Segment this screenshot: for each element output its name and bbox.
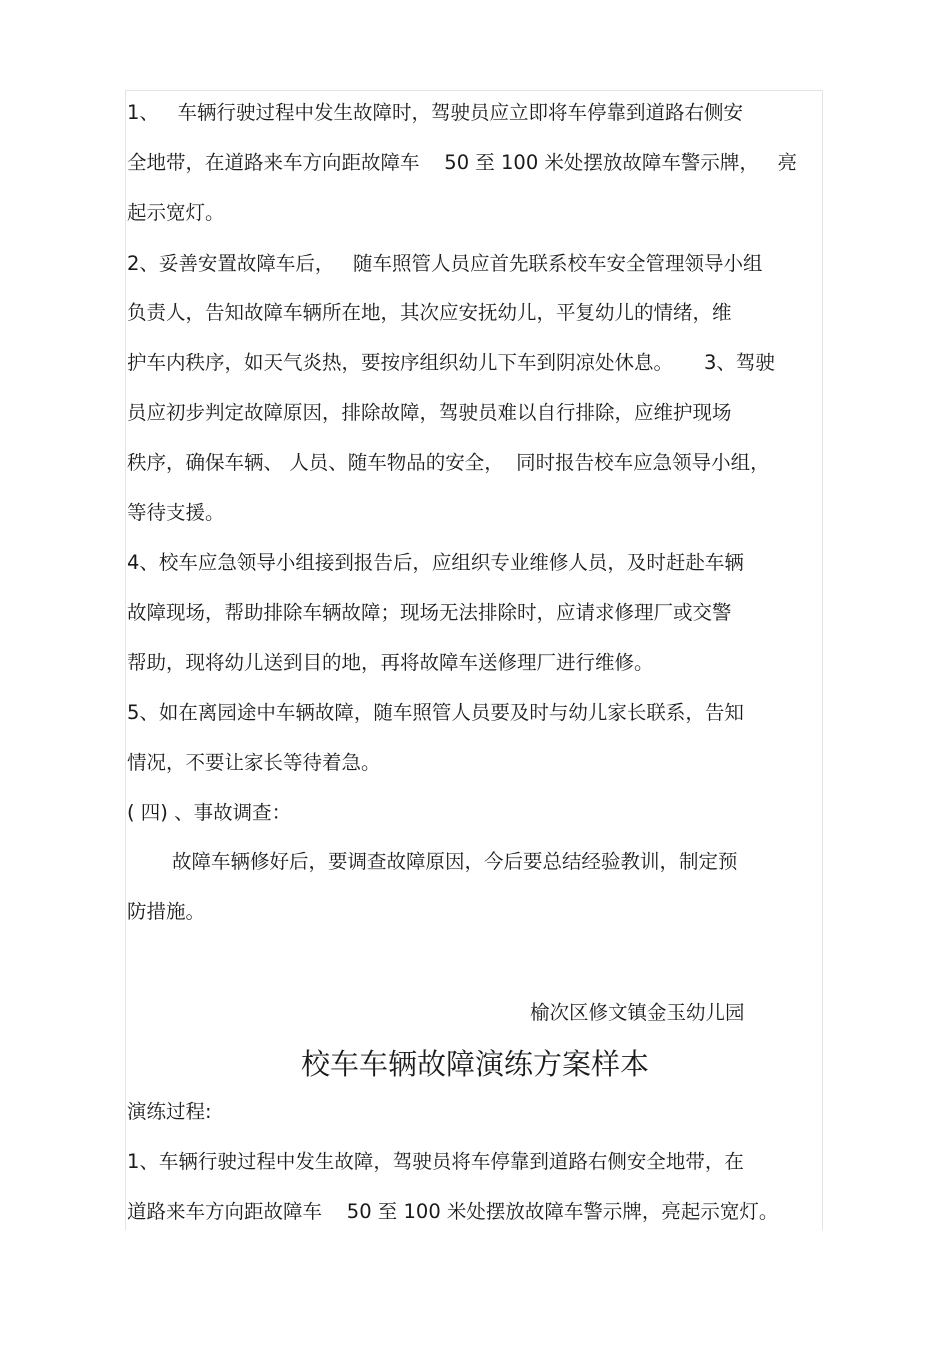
- text-line: 全地带，在道路来车方向距故障车 50 至 100 米处摆放故障车警示牌， 亮: [127, 151, 798, 174]
- text-line: 故障现场，帮助排除车辆故障；现场无法排除时，应请求修理厂或交警: [127, 601, 732, 624]
- text-line: 故障车辆修好后，要调查故障原因，今后要总结经验教训，制定预: [172, 850, 738, 873]
- text-line: 等待支援。: [127, 501, 225, 524]
- text-line: 1、车辆行驶过程中发生故障，驾驶员将车停靠到道路右侧安全地带，在: [127, 1150, 744, 1173]
- text-line: 员应初步判定故障原因，排除故障，驾驶员难以自行排除，应维护现场: [127, 401, 732, 424]
- signature: 榆次区修文镇金玉幼儿园: [530, 1001, 745, 1024]
- text-line: 护车内秩序，如天气炎热，要按序组织幼儿下车到阴凉处休息。 3、驾驶: [127, 351, 775, 374]
- text-line: 4、校车应急领导小组接到报告后，应组织专业维修人员，及时赶赴车辆: [127, 551, 744, 574]
- page-title: 校车车辆故障演练方案样本: [300, 1047, 649, 1081]
- text-line: 2、妥善安置故障车后， 随车照管人员应首先联系校车安全管理领导小组: [127, 252, 763, 275]
- text-line: 秩序，确保车辆、 人员、随车物品的安全， 同时报告校车应急领导小组，: [127, 451, 770, 474]
- text-line: 1、 车辆行驶过程中发生故障时，驾驶员应立即将车停靠到道路右侧安: [127, 101, 744, 124]
- text-line: 5、如在离园途中车辆故障，随车照管人员要及时与幼儿家长联系，告知: [127, 701, 744, 724]
- text-line: 道路来车方向距故障车 50 至 100 米处摆放故障车警示牌，亮起示宽灯。: [127, 1200, 779, 1223]
- text-line: 帮助，现将幼儿送到目的地，再将故障车送修理厂进行维修。: [127, 651, 654, 674]
- text-line: 起示宽灯。: [127, 201, 225, 224]
- text-line: 防措施。: [127, 900, 206, 923]
- section-heading: ( 四) 、事故调查：: [127, 801, 292, 824]
- text-line: 情况，不要让家长等待着急。: [127, 751, 381, 774]
- section-heading: 演练过程:: [127, 1100, 212, 1123]
- text-line: 负责人，告知故障车辆所在地，其次应安抚幼儿，平复幼儿的情绪，维: [127, 301, 732, 324]
